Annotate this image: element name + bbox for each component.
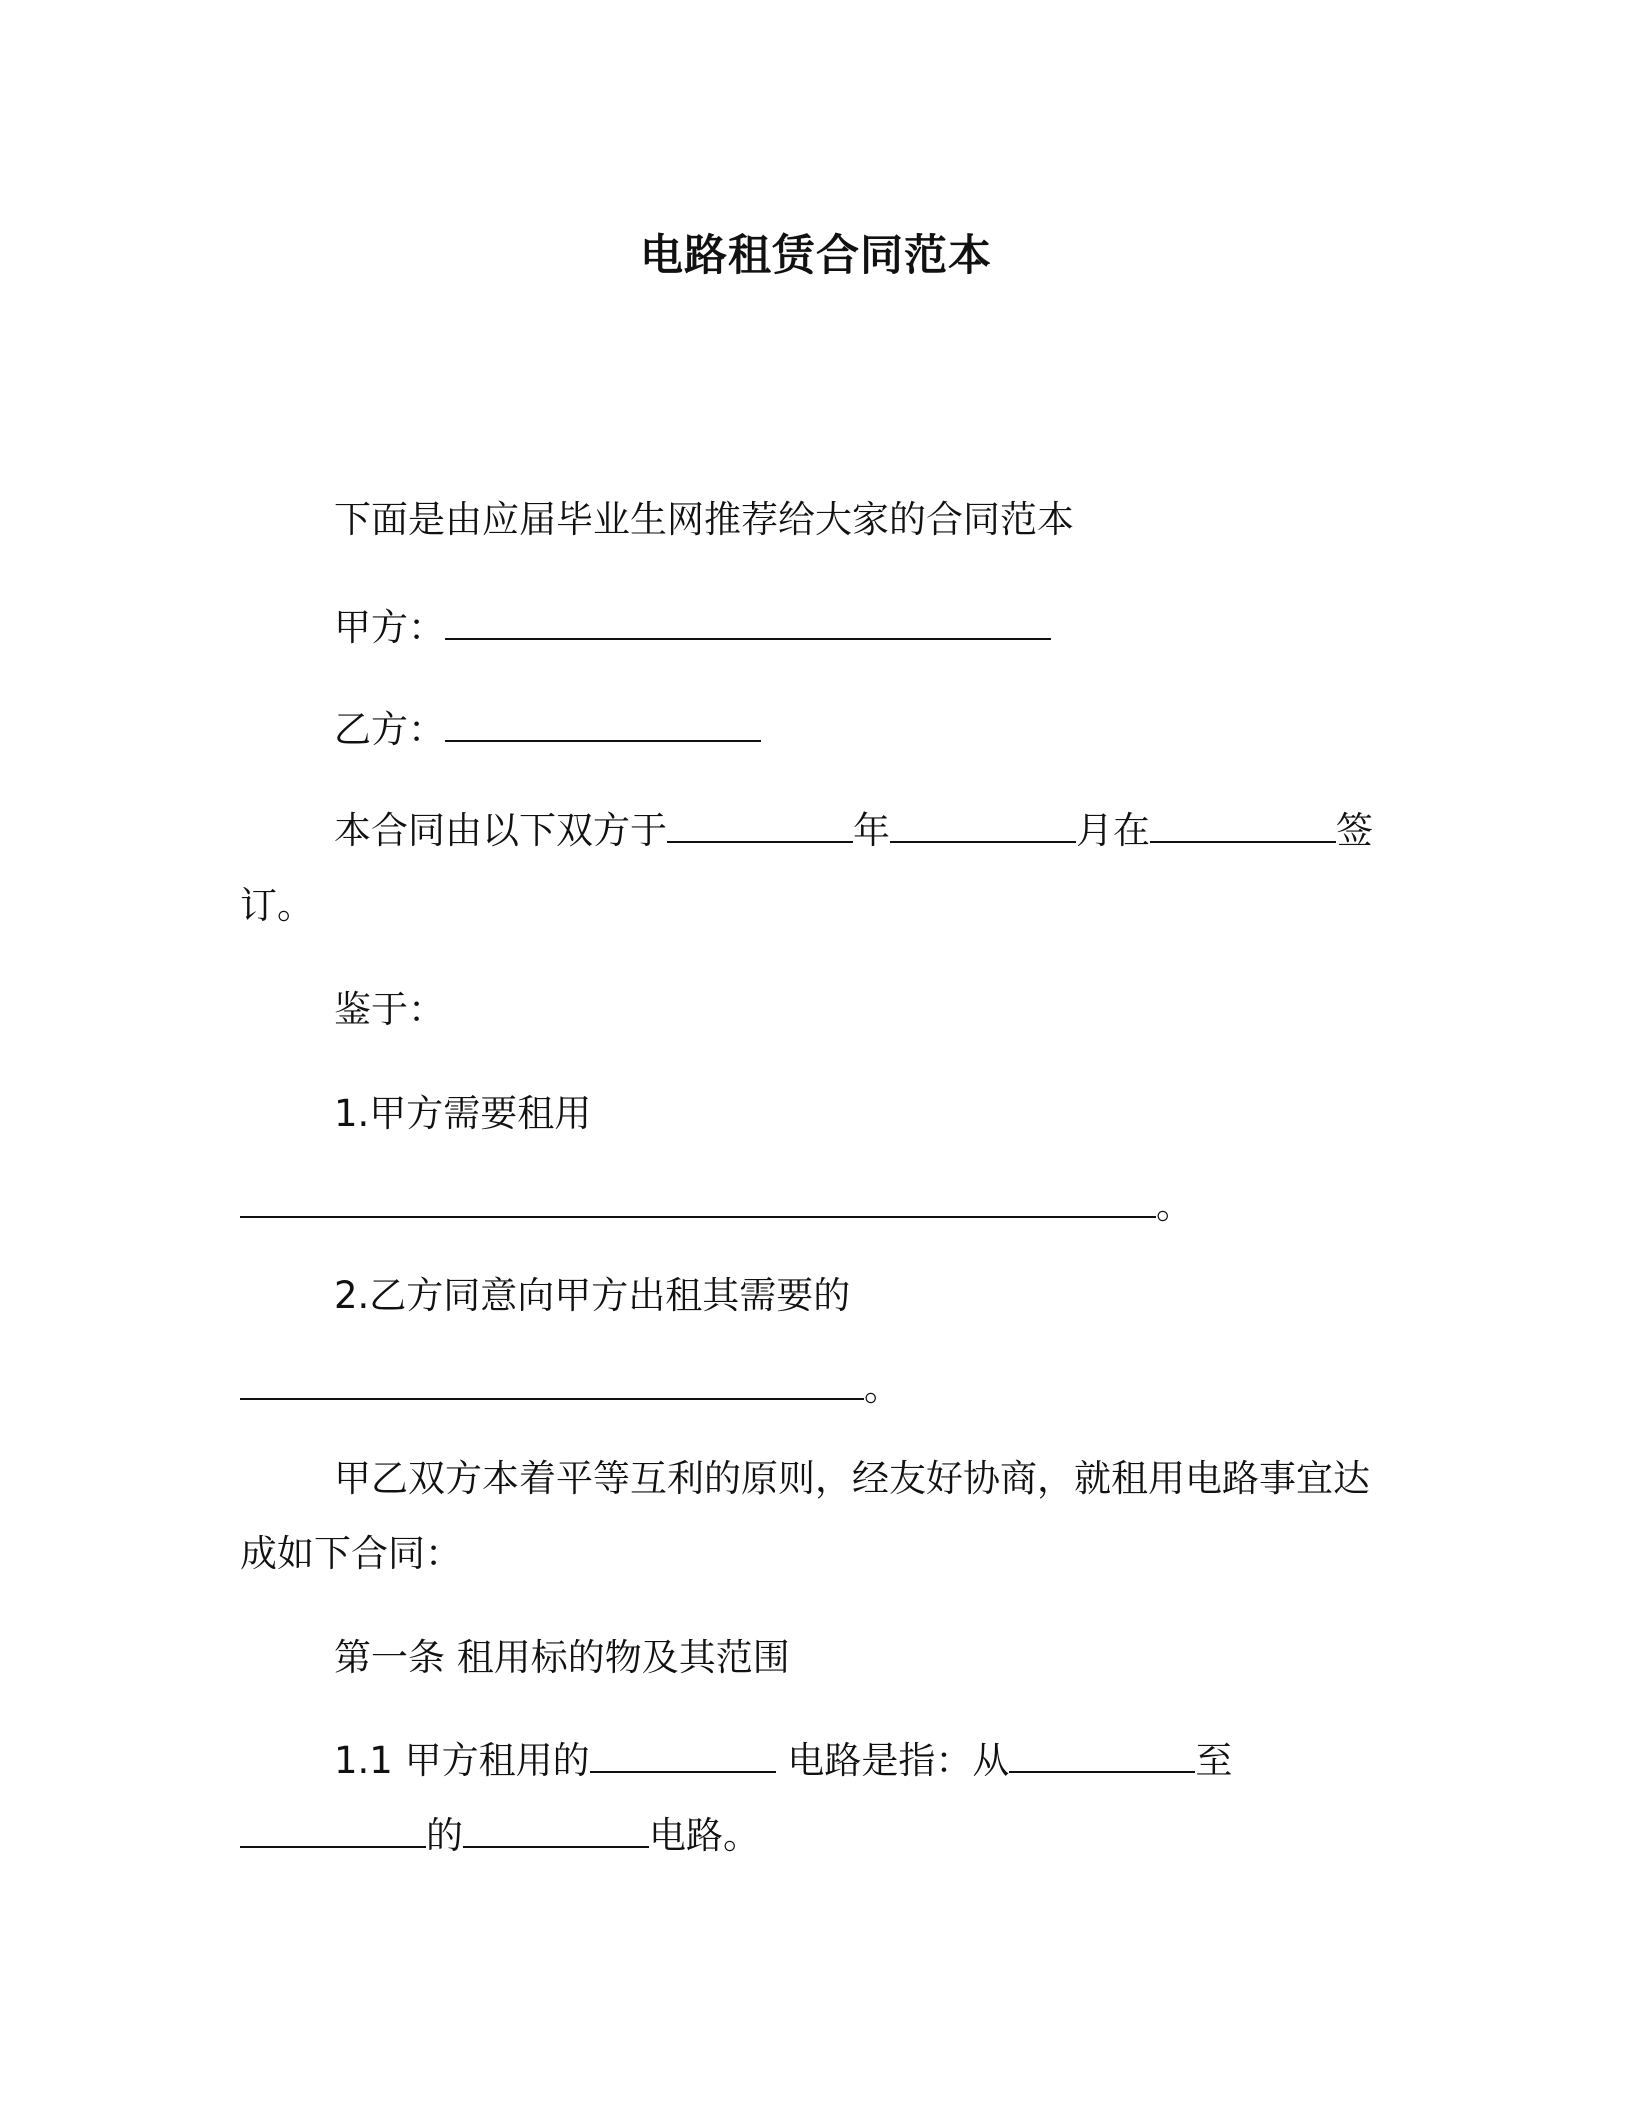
agreement-line-1: 甲乙双方本着平等互利的原则，经友好协商，就租用电路事宜达 — [334, 1457, 1370, 1500]
signing-continuation: 订。 — [240, 884, 314, 927]
clause-1-1-from-blank — [1009, 1737, 1195, 1773]
item-2-blank — [240, 1364, 864, 1400]
item-2-blank-line — [240, 1364, 901, 1412]
signing-line — [334, 807, 1373, 855]
party-a-line — [334, 604, 1051, 652]
party-b-label: 乙方： — [334, 708, 445, 751]
document-title: 电路租赁合同范本 — [640, 231, 992, 281]
intro-text: 下面是由应届毕业生网推荐给大家的合同范本 — [334, 498, 1074, 541]
clause-1-1-type-blank — [463, 1812, 649, 1848]
signing-month-label: 月在 — [1076, 809, 1150, 852]
signing-sign-char: 签 — [1336, 809, 1373, 852]
clause-1-1-line-2 — [240, 1812, 760, 1860]
clause-1-1-of: 的 — [426, 1814, 463, 1857]
article-1-title: 第一条 租用标的物及其范围 — [334, 1636, 790, 1679]
clause-1-1-end: 电路。 — [649, 1814, 760, 1857]
clause-1-1-to: 至 — [1195, 1739, 1233, 1782]
signing-place-blank — [1150, 807, 1336, 843]
party-a-blank — [445, 604, 1051, 640]
signing-year-blank — [667, 807, 853, 843]
clause-1-1-to-blank — [240, 1812, 426, 1848]
signing-year-label: 年 — [853, 809, 890, 852]
item-1-blank — [240, 1182, 1156, 1218]
item-1-text: 1.甲方需要租用 — [334, 1092, 592, 1135]
party-a-label: 甲方： — [334, 606, 445, 649]
signing-prefix: 本合同由以下双方于 — [334, 809, 667, 852]
party-b-blank — [445, 706, 761, 742]
clause-1-1-circuit-blank — [590, 1737, 776, 1773]
whereas-heading: 鉴于： — [334, 988, 445, 1031]
clause-1-1-line-1 — [334, 1737, 1232, 1785]
clause-1-1-prefix: 1.1 甲方租用的 — [334, 1739, 590, 1782]
item-2-text: 2.乙方同意向甲方出租其需要的 — [334, 1274, 851, 1317]
party-b-line — [334, 706, 761, 754]
agreement-line-2: 成如下合同： — [240, 1532, 462, 1575]
signing-month-blank — [890, 807, 1076, 843]
item-1-end: 。 — [1156, 1184, 1193, 1227]
item-1-blank-line — [240, 1182, 1193, 1230]
item-2-end: 。 — [864, 1366, 901, 1409]
clause-1-1-middle: 电路是指：从 — [775, 1739, 1010, 1782]
